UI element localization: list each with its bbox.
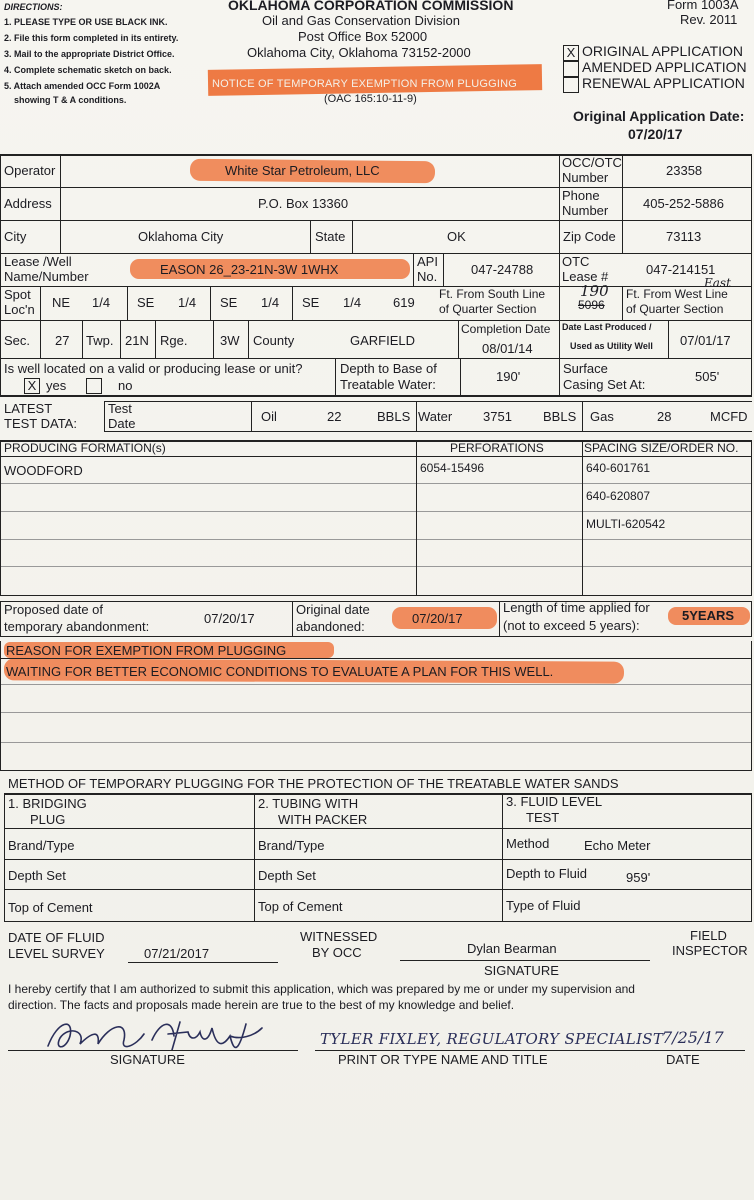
tubing-header-1: 2. TUBING WITH xyxy=(258,796,359,811)
quarter-3-value[interactable]: SE xyxy=(220,295,238,310)
signed-date[interactable]: 7/25/17 xyxy=(662,1028,724,1047)
sec-value[interactable]: 27 xyxy=(55,333,70,348)
twp-value[interactable]: 21N xyxy=(125,333,149,348)
original-application-checkbox[interactable]: X xyxy=(563,45,579,61)
tubing-brand-label: Brand/Type xyxy=(258,838,325,853)
renewal-application-checkbox[interactable] xyxy=(563,77,579,93)
ft-south-value[interactable]: 619 xyxy=(393,295,415,310)
survey-date-label-2: LEVEL SURVEY xyxy=(8,946,105,961)
quarter-4-fraction: 1/4 xyxy=(343,295,362,310)
witnessed-label-2: BY OCC xyxy=(312,945,362,960)
date-label: DATE xyxy=(666,1052,700,1067)
bridging-plug-header-1: 1. BRIDGING xyxy=(8,796,87,811)
direction-2: 2. File this form completed in its entirety. xyxy=(4,33,179,43)
bridging-brand-label: Brand/Type xyxy=(8,838,75,853)
operator-value[interactable]: White Star Petroleum, LLC xyxy=(225,163,380,178)
phone-value[interactable]: 405-252-5886 xyxy=(643,196,724,211)
method-title: METHOD OF TEMPORARY PLUGGING FOR THE PROTECTION OF THE TREATABLE WATER SANDS xyxy=(8,776,619,791)
original-abandoned-label-2: abandoned: xyxy=(296,619,365,634)
api-label-2: No. xyxy=(417,269,438,284)
original-date-label: Original Application Date: xyxy=(573,108,745,124)
occ-label-2: Number xyxy=(562,170,609,185)
phone-label-1: Phone xyxy=(562,188,600,203)
lease-label-1: Lease /Well xyxy=(4,254,72,269)
original-abandoned-label-1: Original date xyxy=(296,602,370,617)
bridging-depth-label: Depth Set xyxy=(8,868,66,883)
otc-label-1: OTC xyxy=(562,254,590,269)
otc-value[interactable]: 047-214151 xyxy=(646,262,716,277)
surface-casing-label-1: Surface xyxy=(563,361,608,376)
amended-application-label: AMENDED APPLICATION xyxy=(582,59,747,75)
yes-label: yes xyxy=(46,378,67,393)
witnessed-label-1: WITNESSED xyxy=(300,929,378,944)
spacing-value-2[interactable]: 640-620807 xyxy=(586,489,651,503)
depth-treatable-label-2: Treatable Water: xyxy=(340,377,436,392)
printed-name[interactable]: TYLER FIXLEY, REGULATORY SPECIALIST xyxy=(320,1030,664,1048)
quarter-1-fraction: 1/4 xyxy=(92,295,111,310)
valid-lease-question: Is well located on a valid or producing lease or unit? xyxy=(4,361,303,376)
address-label: Address xyxy=(4,196,52,211)
po-box: Post Office Box 52000 xyxy=(298,29,428,44)
tubing-toc-label: Top of Cement xyxy=(258,899,343,914)
ft-east-label-1: Ft. From West Line xyxy=(626,287,728,301)
surface-casing-label-2: Casing Set At: xyxy=(563,377,646,392)
direction-5: 5. Attach amended OCC Form 1002A xyxy=(4,81,161,91)
city-label: City xyxy=(4,229,27,244)
completion-value[interactable]: 08/01/14 xyxy=(482,341,533,356)
fluid-level-header-1: 3. FLUID LEVEL xyxy=(506,794,603,809)
water-unit: BBLS xyxy=(543,409,577,424)
county-label: County xyxy=(253,333,295,348)
gas-value[interactable]: 28 xyxy=(657,409,672,424)
otc-label-2: Lease # xyxy=(562,269,609,284)
occ-label-1: OCC/OTC xyxy=(562,155,622,170)
perforations-column-header: PERFORATIONS xyxy=(450,441,544,455)
last-produced-label-2: Used as Utility Well xyxy=(570,341,653,351)
spacing-value-3[interactable]: MULTI-620542 xyxy=(586,517,666,531)
depth-treatable-value[interactable]: 190' xyxy=(496,369,521,384)
county-value[interactable]: GARFIELD xyxy=(350,333,416,348)
amended-application-checkbox[interactable] xyxy=(563,61,579,77)
zip-value[interactable]: 73113 xyxy=(666,229,702,244)
sec-label: Sec. xyxy=(4,333,31,348)
test-label-2: TEST DATA: xyxy=(4,416,77,431)
directions-title: DIRECTIONS: xyxy=(4,2,63,12)
quarter-2-value[interactable]: SE xyxy=(137,295,155,310)
renewal-application-label: RENEWAL APPLICATION xyxy=(582,75,745,91)
survey-date-label-1: DATE OF FLUID xyxy=(8,930,105,945)
reason-title: REASON FOR EXEMPTION FROM PLUGGING xyxy=(6,643,287,658)
witness-name[interactable]: Dylan Bearman xyxy=(467,941,557,956)
agency-city: Oklahoma City, Oklahoma 73152-2000 xyxy=(247,45,471,60)
original-application-label: ORIGINAL APPLICATION xyxy=(582,43,744,59)
agency-name: OKLAHOMA CORPORATION COMMISSION xyxy=(228,0,514,13)
rge-label: Rge. xyxy=(160,333,188,348)
lease-value[interactable]: EASON 26_23-21N-3W 1WHX xyxy=(160,262,339,277)
direction-1: 1. PLEASE TYPE OR USE BLACK INK. xyxy=(4,17,168,27)
no-checkbox[interactable] xyxy=(86,378,102,394)
oil-value[interactable]: 22 xyxy=(327,409,342,424)
spot-label-2: Loc'n xyxy=(4,302,35,317)
last-produced-label-1: Date Last Produced / xyxy=(562,322,652,332)
spacing-value-1[interactable]: 640-601761 xyxy=(586,461,651,475)
fluid-level-header-2: TEST xyxy=(526,810,560,825)
zip-label: Zip Code xyxy=(563,229,616,244)
formation-column-header: PRODUCING FORMATION(s) xyxy=(4,441,166,455)
length-label-1: Length of time applied for xyxy=(503,600,650,615)
surface-casing-value[interactable]: 505' xyxy=(695,369,720,384)
ft-south-label-1: Ft. From South Line xyxy=(439,287,546,301)
water-value[interactable]: 3751 xyxy=(483,409,512,424)
inspector-label-1: FIELD xyxy=(690,928,727,943)
direction-4: 4. Complete schematic sketch on back. xyxy=(4,65,172,75)
twp-label: Twp. xyxy=(86,333,114,348)
lease-label-2: Name/Number xyxy=(4,269,89,284)
ft-east-struck: 5096 xyxy=(578,298,605,312)
completion-label: Completion Date xyxy=(461,322,551,336)
inspector-label-2: INSPECTOR xyxy=(672,943,748,958)
form-title: NOTICE OF TEMPORARY EXEMPTION FROM PLUGGING xyxy=(212,78,518,90)
phone-label-2: Number xyxy=(562,203,609,218)
api-value[interactable]: 047-24788 xyxy=(471,262,534,277)
occ-value[interactable]: 23358 xyxy=(666,163,703,178)
gas-label: Gas xyxy=(590,409,614,424)
spacing-column-header: SPACING SIZE/ORDER NO. xyxy=(584,441,739,455)
division-name: Oil and Gas Conservation Division xyxy=(262,13,460,28)
quarter-3-fraction: 1/4 xyxy=(261,295,280,310)
oac-reference: (OAC 165:10-11-9) xyxy=(324,93,417,105)
depth-fluid-label: Depth to Fluid xyxy=(506,866,587,881)
test-label-1: LATEST xyxy=(4,401,53,416)
perforations-value[interactable]: 6054-15496 xyxy=(420,461,485,475)
ft-south-label-2: of Quarter Section xyxy=(439,302,537,316)
form-revision: Rev. 2011 xyxy=(680,12,738,27)
ft-east-label-2: of Quarter Section xyxy=(626,302,724,316)
ft-east-handwritten-word: East xyxy=(704,276,731,290)
test-date-label-2: Date xyxy=(108,416,136,431)
proposed-date-label-2: temporary abandonment: xyxy=(4,619,150,634)
bridging-toc-label: Top of Cement xyxy=(8,900,93,915)
length-label-2: (not to exceed 5 years): xyxy=(503,618,640,633)
api-label-1: API xyxy=(417,254,438,269)
reason-text[interactable]: WAITING FOR BETTER ECONOMIC CONDITIONS TO EVALUATE A PLAN FOR THIS WELL. xyxy=(6,664,554,679)
state-label: State xyxy=(315,229,346,244)
last-produced-value[interactable]: 07/01/17 xyxy=(680,333,731,348)
test-date-label-1: Test xyxy=(108,401,132,416)
direction-3: 3. Mail to the appropriate District Office. xyxy=(4,49,175,59)
quarter-4-value[interactable]: SE xyxy=(302,295,320,310)
form-number: Form 1003A xyxy=(667,0,739,12)
water-label: Water xyxy=(418,409,453,424)
bridging-plug-header-2: PLUG xyxy=(30,812,66,827)
gas-unit: MCFD xyxy=(710,409,748,424)
original-date-value[interactable]: 07/20/17 xyxy=(628,126,683,142)
proposed-date-value[interactable]: 07/20/17 xyxy=(204,611,255,626)
quarter-1-value[interactable]: NE xyxy=(52,295,71,310)
method-value[interactable]: Echo Meter xyxy=(584,838,651,853)
print-name-label: PRINT OR TYPE NAME AND TITLE xyxy=(338,1052,548,1067)
spot-label-1: Spot xyxy=(4,287,31,302)
depth-treatable-label-1: Depth to Base of xyxy=(340,361,437,376)
tubing-depth-label: Depth Set xyxy=(258,868,316,883)
survey-date-value[interactable]: 07/21/2017 xyxy=(144,946,210,961)
address-value[interactable]: P.O. Box 13360 xyxy=(258,196,349,211)
certification-line-1: I hereby certify that I am authorized to submit this application, which was prepared by me or under my supervision and xyxy=(8,982,635,996)
ft-east-handwritten[interactable]: 190 xyxy=(580,282,609,300)
certification-line-2: direction. The facts and proposals made herein are true to the best of my knowledge and belief. xyxy=(8,998,515,1012)
yes-checkbox[interactable]: X xyxy=(24,378,40,394)
tubing-header-2: WITH PACKER xyxy=(278,812,368,827)
state-value[interactable]: OK xyxy=(447,229,466,244)
type-fluid-label: Type of Fluid xyxy=(506,898,581,913)
formation-value[interactable]: WOODFORD xyxy=(4,463,83,478)
method-label: Method xyxy=(506,836,550,851)
length-value[interactable]: 5YEARS xyxy=(682,608,735,623)
oil-label: Oil xyxy=(261,409,277,424)
applicant-signature-label: SIGNATURE xyxy=(110,1052,185,1067)
oil-unit: BBLS xyxy=(377,409,411,424)
witness-signature-label: SIGNATURE xyxy=(484,963,559,978)
operator-label: Operator xyxy=(4,163,56,178)
no-label: no xyxy=(118,378,133,393)
quarter-2-fraction: 1/4 xyxy=(178,295,197,310)
original-abandoned-value[interactable]: 07/20/17 xyxy=(412,611,463,626)
city-value[interactable]: Oklahoma City xyxy=(138,229,224,244)
proposed-date-label-1: Proposed date of xyxy=(4,602,104,617)
direction-5-cont: showing T & A conditions. xyxy=(14,95,127,105)
rge-value[interactable]: 3W xyxy=(220,333,240,348)
depth-fluid-value[interactable]: 959' xyxy=(626,870,651,885)
